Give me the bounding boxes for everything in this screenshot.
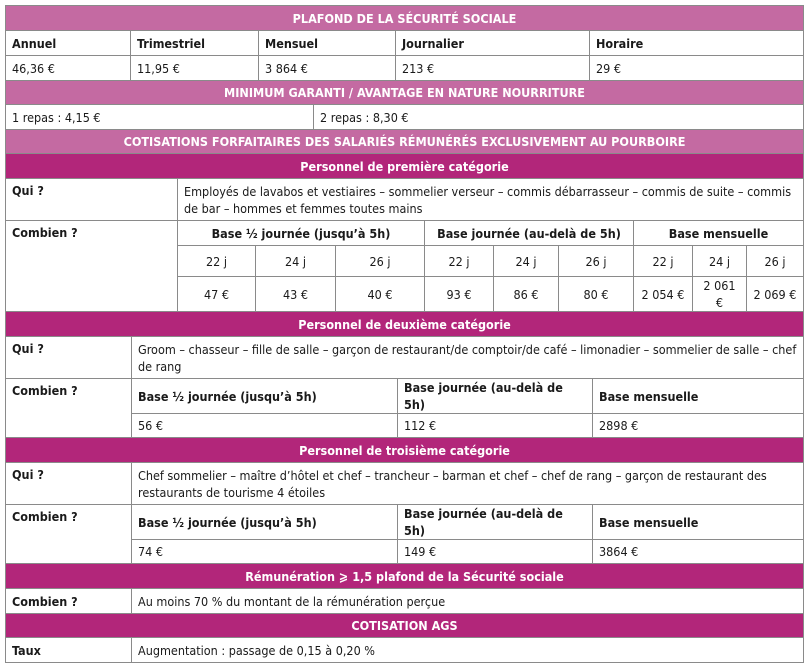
- pss-value-horaire: 29 €: [590, 56, 804, 81]
- category2-qui-text: Groom – chasseur – fille de salle – garçon de restaurant/de comptoir/de café – limonadier – sommelier de salle – chef de rang: [132, 337, 804, 379]
- document-page: [5, 6, 803, 663]
- pss-value-mensuel: 3 864 €: [259, 56, 396, 81]
- category2-value-month: 2898 €: [593, 414, 804, 438]
- category3-header-month: Base mensuelle: [593, 505, 804, 540]
- category1-header-day: Base journée (au-delà de 5h): [425, 221, 634, 246]
- category1-days-cell: 24 j: [256, 246, 336, 277]
- category1-days-cell: 22 j: [634, 246, 693, 277]
- category1-amount-cell: 47 €: [178, 277, 256, 312]
- pss-value-trimestriel: 11,95 €: [131, 56, 259, 81]
- category1-days-cell: 22 j: [178, 246, 256, 277]
- category2-header-month: Base mensuelle: [593, 379, 804, 414]
- pss-value-annuel: 46,36 €: [6, 56, 131, 81]
- pss-header-annuel: Annuel: [6, 31, 131, 56]
- remuneration-combien-label: Combien ?: [6, 589, 132, 614]
- category2-title: Personnel de deuxième catégorie: [6, 312, 804, 337]
- category1-amount-cell: 2 061 €: [693, 277, 747, 312]
- category1-days-cell: 24 j: [494, 246, 559, 277]
- category1-amount-cell: 86 €: [494, 277, 559, 312]
- pss-title: PLAFOND DE LA SÉCURITÉ SOCIALE: [6, 6, 804, 31]
- category1-days-cell: 24 j: [693, 246, 747, 277]
- category2-combien-label: Combien ?: [6, 379, 132, 438]
- category1-days-cell: 26 j: [747, 246, 804, 277]
- pss-header-trimestriel: Trimestriel: [131, 31, 259, 56]
- category3-title: Personnel de troisième catégorie: [6, 438, 804, 463]
- category1-amount-cell: 2 054 €: [634, 277, 693, 312]
- category2-header-day: Base journée (au-delà de 5h): [398, 379, 593, 414]
- ags-title: COTISATION AGS: [6, 614, 804, 638]
- minimum-two-meals: 2 repas : 8,30 €: [314, 105, 804, 130]
- minimum-one-meal: 1 repas : 4,15 €: [6, 105, 314, 130]
- category2-header-half-day: Base ½ journée (jusqu’à 5h): [132, 379, 398, 414]
- ags-taux-label: Taux: [6, 638, 132, 663]
- category2-table: [5, 311, 804, 438]
- pss-table: [5, 5, 804, 81]
- category1-combien-label: Combien ?: [6, 221, 178, 312]
- category1-table: [5, 129, 804, 312]
- category1-days-cell: 22 j: [425, 246, 494, 277]
- category1-days-cell: 26 j: [336, 246, 425, 277]
- remuneration-title: Rémunération ⩾ 1,5 plafond de la Sécurité sociale: [6, 564, 804, 589]
- category2-value-half-day: 56 €: [132, 414, 398, 438]
- category3-table: [5, 437, 804, 564]
- category1-days-cell: 26 j: [559, 246, 634, 277]
- category1-header-half-day: Base ½ journée (jusqu’à 5h): [178, 221, 425, 246]
- minimum-title: MINIMUM GARANTI / AVANTAGE EN NATURE NOURRITURE: [6, 81, 804, 105]
- category3-header-half-day: Base ½ journée (jusqu’à 5h): [132, 505, 398, 540]
- ags-text: Augmentation : passage de 0,15 à 0,20 %: [132, 638, 804, 663]
- category1-amount-cell: 93 €: [425, 277, 494, 312]
- category1-qui-text: Employés de lavabos et vestiaires – sommelier verseur – commis débarrasseur – commis de suite – commis de bar – hommes et femmes toutes mains: [178, 179, 804, 221]
- category3-value-month: 3864 €: [593, 540, 804, 564]
- category3-value-half-day: 74 €: [132, 540, 398, 564]
- ags-table: [5, 613, 804, 663]
- category3-value-day: 149 €: [398, 540, 593, 564]
- pss-header-horaire: Horaire: [590, 31, 804, 56]
- category3-header-day: Base journée (au-delà de 5h): [398, 505, 593, 540]
- category1-qui-label: Qui ?: [6, 179, 178, 221]
- cotisations-title: COTISATIONS FORFAITAIRES DES SALARIÉS RÉMUNÉRÉS EXCLUSIVEMENT AU POURBOIRE: [6, 130, 804, 154]
- category2-value-day: 112 €: [398, 414, 593, 438]
- category3-qui-label: Qui ?: [6, 463, 132, 505]
- pss-header-mensuel: Mensuel: [259, 31, 396, 56]
- remuneration-text: Au moins 70 % du montant de la rémunération perçue: [132, 589, 804, 614]
- category3-combien-label: Combien ?: [6, 505, 132, 564]
- category1-amount-cell: 40 €: [336, 277, 425, 312]
- category1-amount-cell: 43 €: [256, 277, 336, 312]
- category3-qui-text: Chef sommelier – maître d’hôtel et chef – trancheur – barman et chef – chef de rang – garçon de restaurant des restaurants de tourisme 4 étoiles: [132, 463, 804, 505]
- category1-title: Personnel de première catégorie: [6, 154, 804, 179]
- minimum-table: [5, 80, 804, 130]
- category2-qui-label: Qui ?: [6, 337, 132, 379]
- remuneration-table: [5, 563, 804, 614]
- pss-value-journalier: 213 €: [396, 56, 590, 81]
- pss-header-journalier: Journalier: [396, 31, 590, 56]
- category1-header-month: Base mensuelle: [634, 221, 804, 246]
- category1-amount-cell: 2 069 €: [747, 277, 804, 312]
- category1-amount-cell: 80 €: [559, 277, 634, 312]
